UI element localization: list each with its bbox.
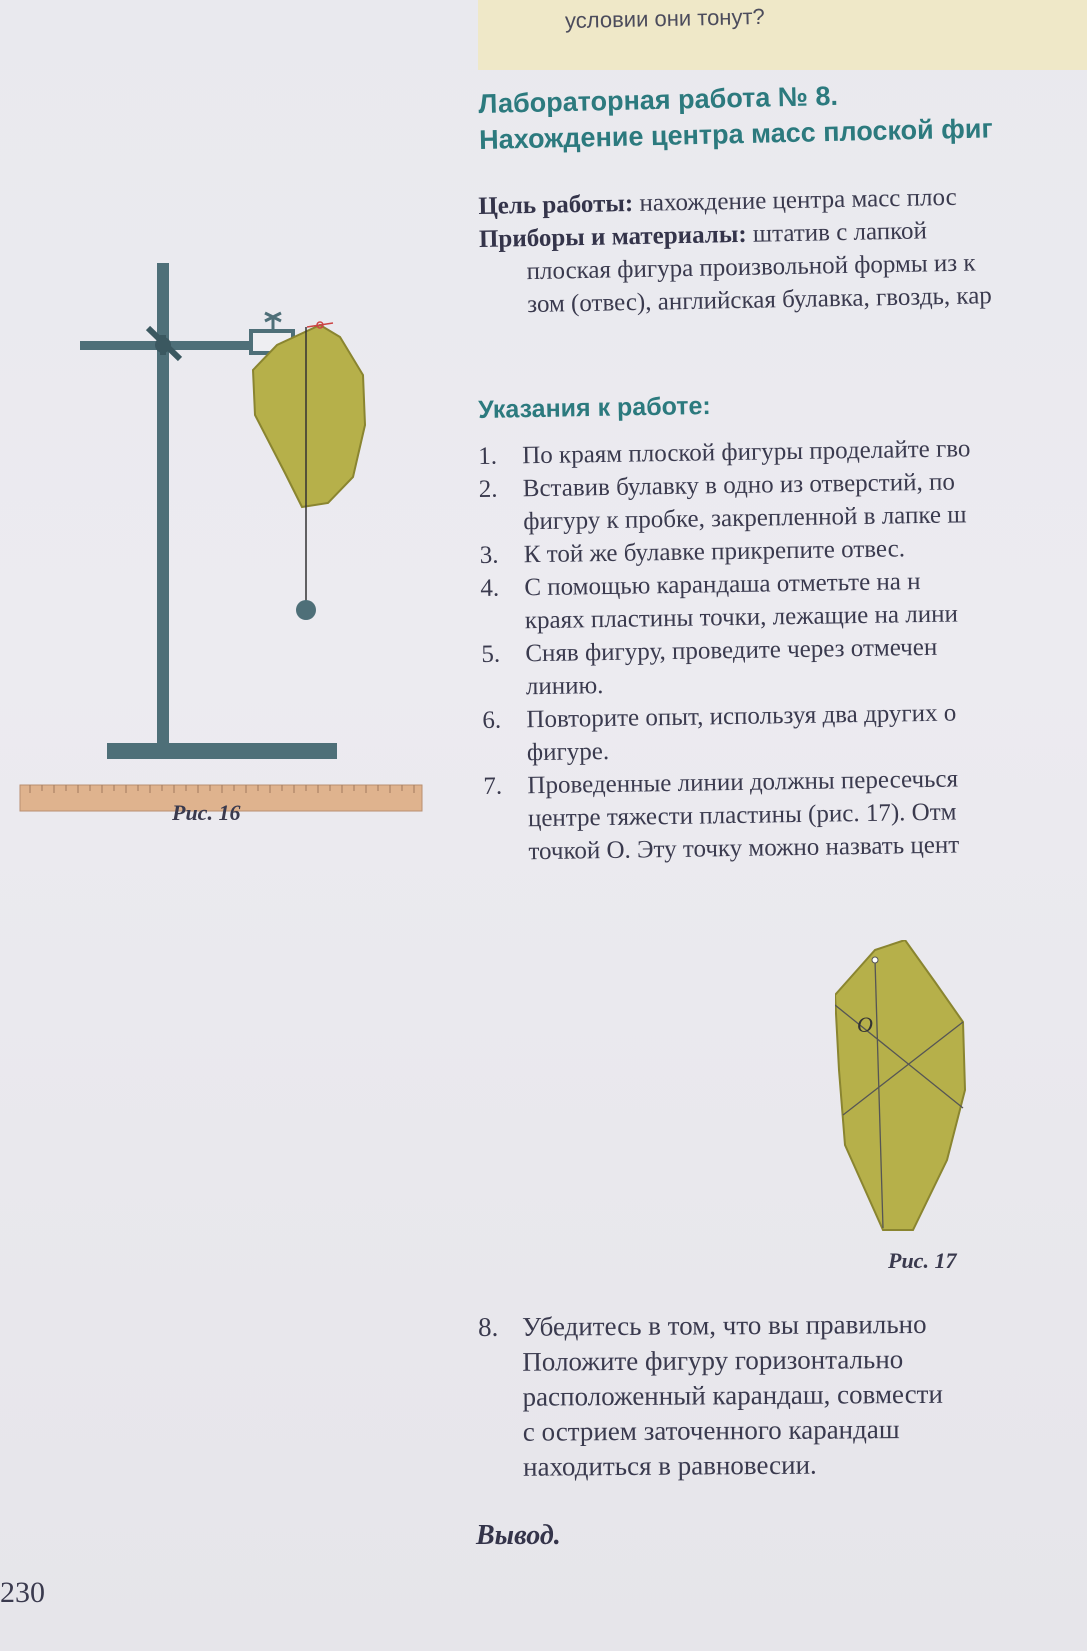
instructions-heading: Указания к работе: [478,391,711,424]
plate-shape [835,940,965,1230]
step-text: Вставив булавку в одно из отверстий, по [522,468,956,503]
top-task-text: условии они тонут? [564,3,765,34]
lab-title-line1: Лабораторная работа № 8. [478,80,839,119]
page-number: 230 [0,1576,45,1609]
goal-label: Цель работы: [478,190,634,220]
step-text-continued: фигуре. [526,737,610,767]
step-text: Убедитесь в том, что вы правильно [522,1308,927,1342]
step-number: 3. [479,541,499,569]
step-text-continued: находиться в равновесии. [522,1449,817,1482]
figure-16-stand [15,255,440,835]
hanging-plate [253,325,365,507]
step-text-continued: с острием заточенного карандаш [522,1414,900,1447]
step-number: 6. [482,706,502,734]
pin-hole [872,957,878,963]
stand-base [107,743,337,759]
materials-label: Приборы и материалы: [478,220,747,253]
conclusion-label: Вывод. [476,1520,561,1551]
step-number: 8. [478,1311,499,1342]
goal-and-materials [478,178,1087,322]
center-point-label: O [857,1012,873,1037]
figure-17-plate [835,940,1025,1235]
materials-text-2: плоская фигура произвольной формы из к [526,249,976,286]
step-number: 4. [480,574,500,602]
figure-17-caption: Рис. 17 [888,1248,957,1273]
step-number: 5. [481,640,501,668]
figure-16-caption: Рис. 16 [172,800,241,825]
lab-title-line2: Нахождение центра масс плоской фиг [478,113,993,155]
clamp-knob [155,337,171,353]
step-8 [478,1306,1087,1485]
instruction-steps [478,430,1087,869]
materials-text-3: зом (отвес), английская булавка, гвоздь, кар [526,282,993,319]
step-number: 7. [483,772,503,800]
materials-text-1: штатив с лапкой [746,217,928,248]
holder-screw [265,313,281,331]
step-text: С помощью карандаша отметьте на н [524,568,921,602]
plumb-bob [296,600,316,620]
step-text-continued: фигуру к пробке, закрепленной в лапке ш [523,501,967,536]
step-text: Повторите опыт, используя два других о [526,699,957,734]
goal-text: нахождение центра масс плос [632,183,957,218]
lab-title [478,72,1087,158]
step-8-first-line [478,1306,1087,1345]
step-text-continued: Положите фигуру горизонтально [522,1344,904,1377]
step-text-continued: центре тяжести пластины (рис. 17). Отм [527,798,957,833]
step-text: Проведенные линии должны пересечься [527,765,959,800]
step-number: 2. [478,475,498,503]
step-text-continued: точкой O. Эту точку можно назвать цент [528,831,960,866]
step-number: 1. [478,442,498,470]
step-text: По краям плоской фигуры проделайте гво [522,435,971,470]
step-text: Сняв фигуру, проведите через отмечен [525,633,938,668]
step-text-continued: линию. [525,672,604,701]
step-text-continued: краях пластины точки, лежащие на лини [524,600,959,635]
step-text: К той же булавке прикрепите отвес. [523,535,906,569]
step-text-continued: расположенный карандаш, совмести [522,1378,943,1412]
